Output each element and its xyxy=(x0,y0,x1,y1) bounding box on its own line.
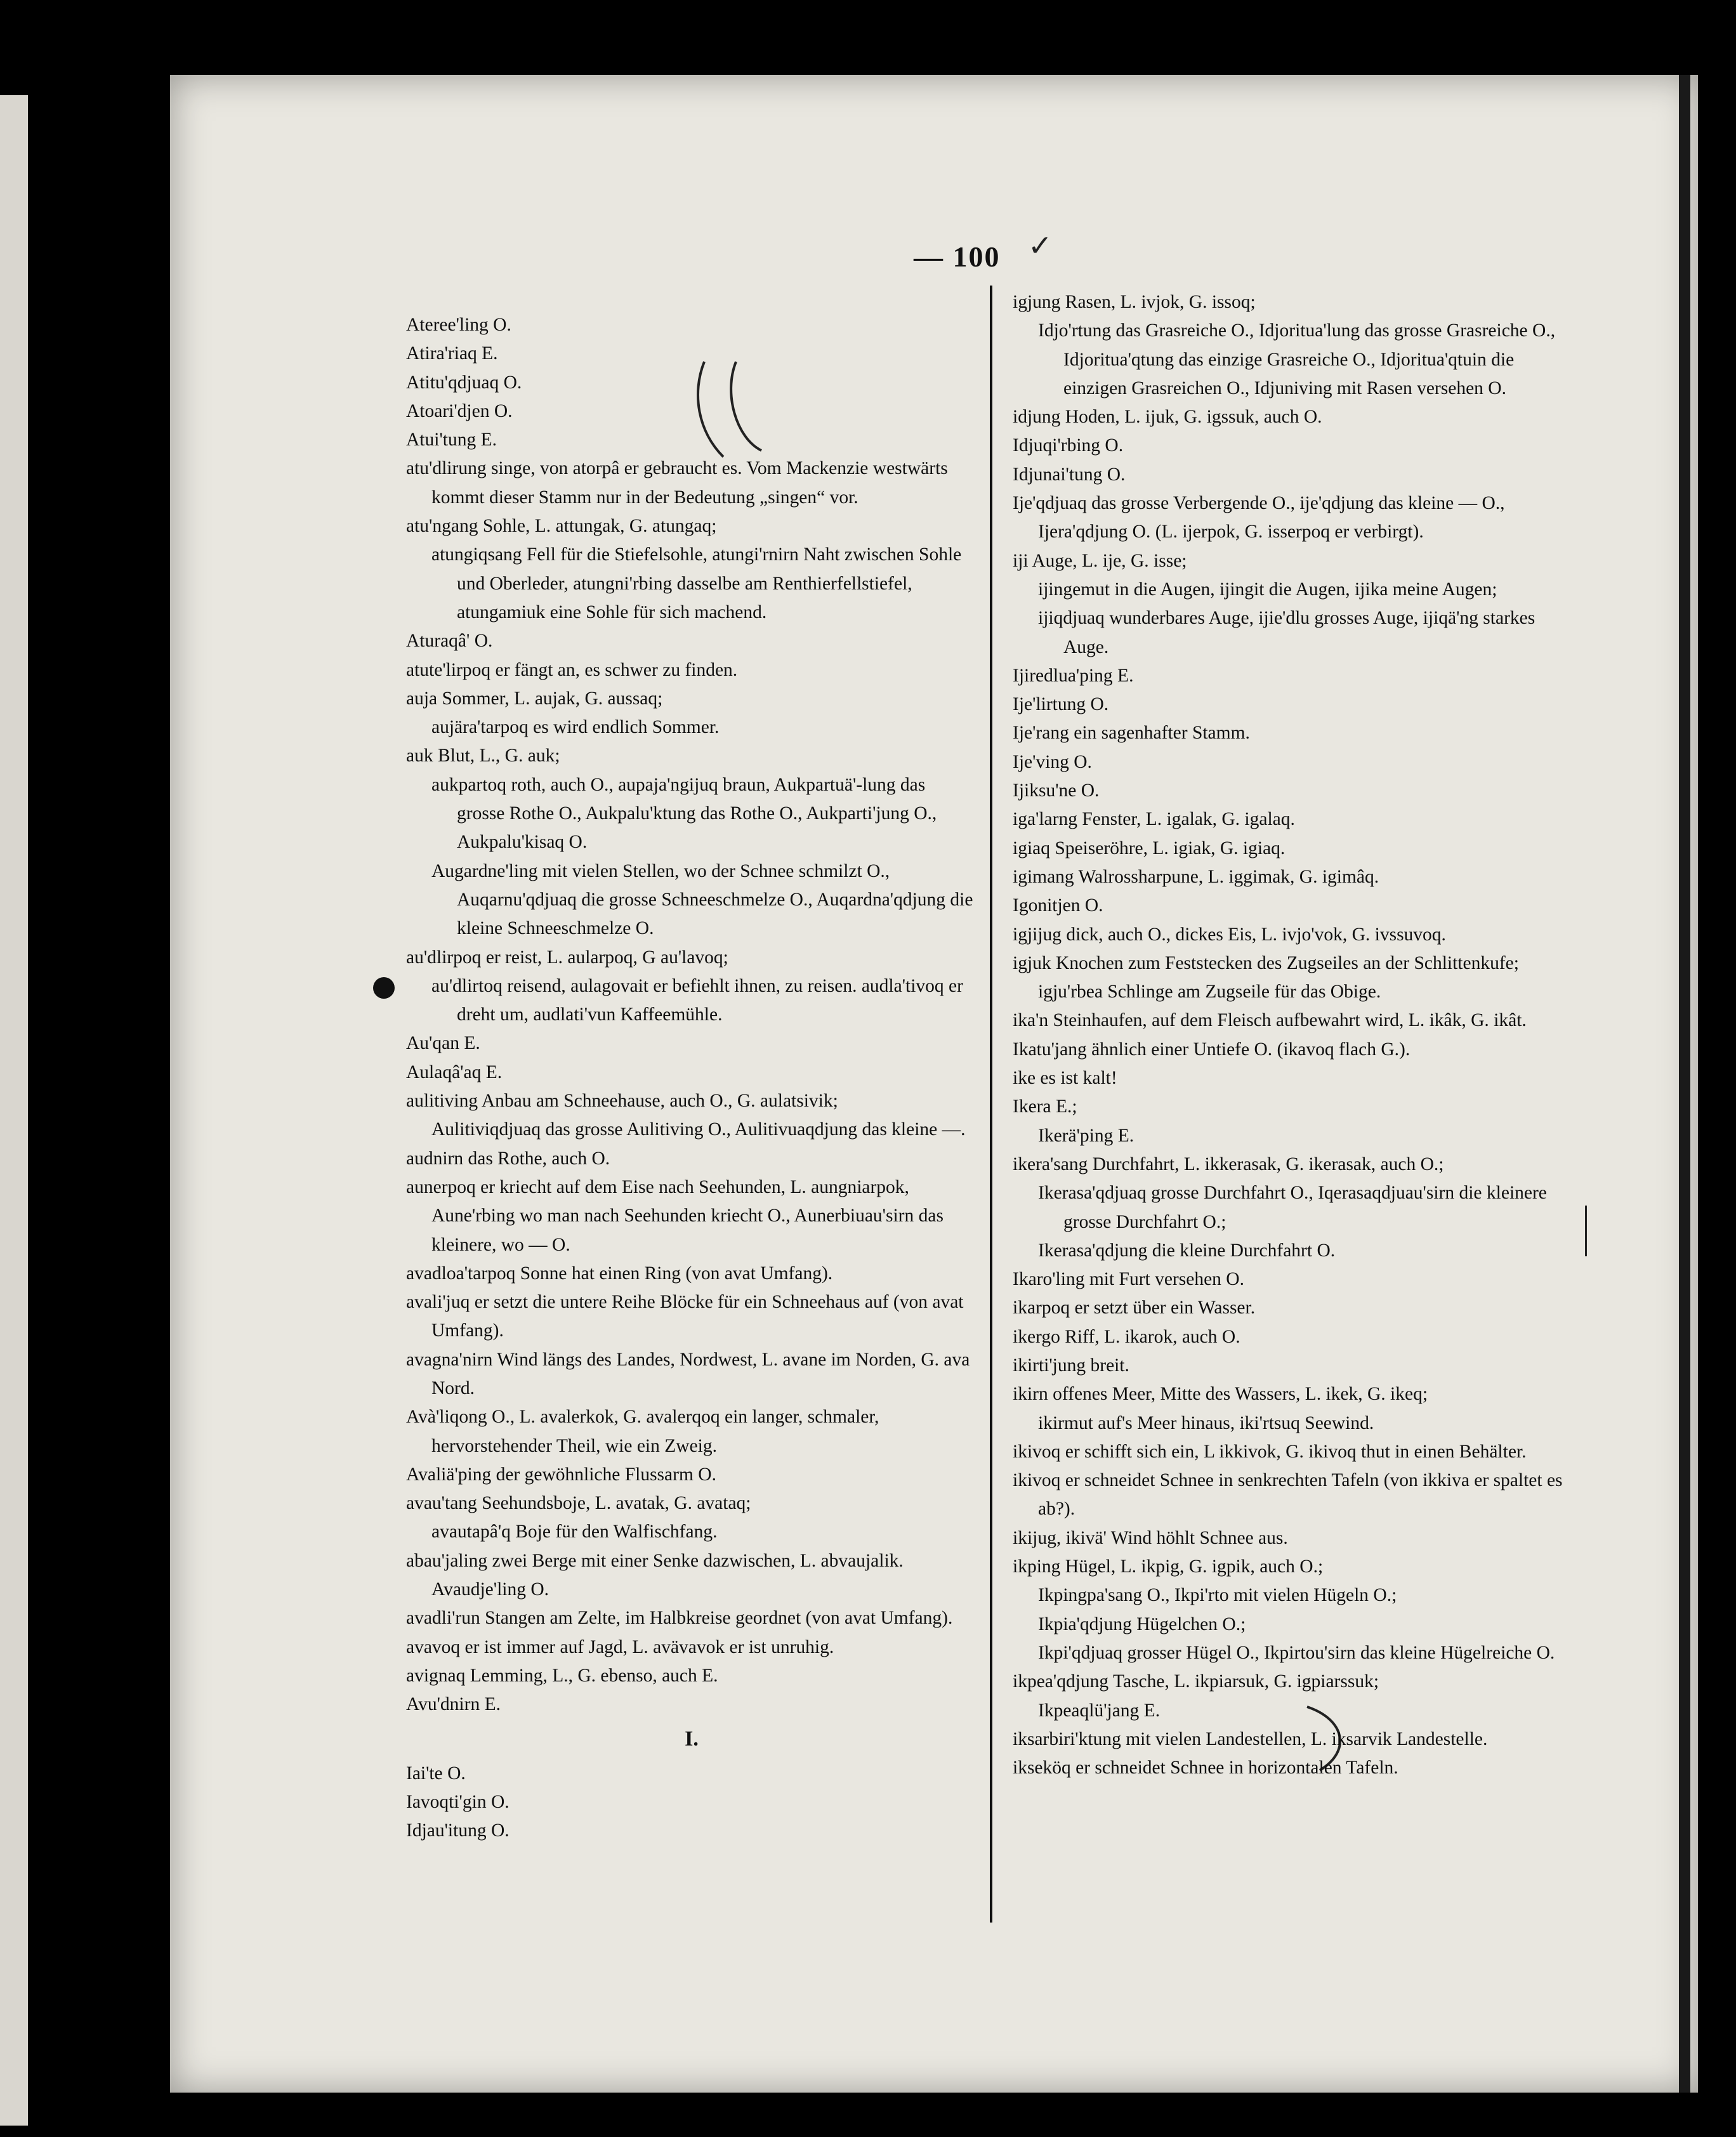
dictionary-entry: Ije'rang ein sagenhafter Stamm. xyxy=(1013,723,1250,744)
adjacent-page-strip xyxy=(0,95,28,2126)
dictionary-entry: Iavoqti'gin O. xyxy=(406,1792,510,1813)
dictionary-entry: Ikpingpa'sang O., Ikpi'rto mit vielen Hügeln O.; xyxy=(1038,1585,1397,1606)
dictionary-entry: iksarbiri'ktung mit vielen Landestellen, L. iksarvik Landestelle. xyxy=(1013,1728,1488,1749)
pencil-bracket xyxy=(1585,1206,1587,1256)
dictionary-entry: atu'dlirung singe, von atorpâ er gebraucht es. Vom Mackenzie westwärts kommt dieser Stamm nur in der Bedeutung „singen“ vor. xyxy=(406,458,948,508)
dictionary-entry: Ateree'ling O. xyxy=(406,315,511,335)
dictionary-entry: Ije'qdjuaq das grosse Verbergende O., ije'qdjung das kleine — O., Ijera'qdjung O. (L. ijerpok, G. isserpoq er verbirgt). xyxy=(1013,493,1505,542)
dictionary-entry: Atoari'djen O. xyxy=(406,400,513,421)
dictionary-entry: avignaq Lemming, L., G. ebenso, auch E. xyxy=(406,1665,718,1686)
dictionary-entry: Idjau'itung O. xyxy=(406,1820,510,1841)
dictionary-entry: au'dlirpoq er reist, L. aularpoq, G au'lavoq; xyxy=(406,947,728,968)
dictionary-entry: Aturaqâ' O. xyxy=(406,631,493,652)
check-mark: ✓ xyxy=(1028,228,1053,263)
dictionary-entry: Ikera E.; xyxy=(1013,1096,1077,1117)
dictionary-entry: Ijiksu'ne O. xyxy=(1013,780,1100,801)
dictionary-entry: Ikerä'ping E. xyxy=(1038,1125,1134,1146)
dictionary-entry: idjung Hoden, L. ijuk, G. igssuk, auch O. xyxy=(1013,407,1322,428)
dictionary-entry: ijiqdjuaq wunderbares Auge, ijie'dlu grosses Auge, ijiqä'ng starkes Auge. xyxy=(1038,608,1535,657)
dictionary-entry: avau'tang Seehundsboje, L. avatak, G. avataq; xyxy=(406,1493,751,1514)
dictionary-entry: Augardne'ling mit vielen Stellen, wo der Schnee schmilzt O., Auqarnu'qdjuaq die grosse Schneeschmelze O., Auqardna'qdjung die kleine Schneeschmelze O. xyxy=(431,860,973,939)
dictionary-entry: ikivoq er schifft sich ein, L ikkivok, G. ikivoq thut in einen Behälter. xyxy=(1013,1441,1527,1462)
dictionary-entry: igjuk Knochen zum Feststecken des Zugseiles an der Schlittenkufe; xyxy=(1013,952,1519,973)
dictionary-entry: avadli'run Stangen am Zelte, im Halbkreise geordnet (von avat Umfang). xyxy=(406,1608,953,1629)
dictionary-entry: ikirti'jung breit. xyxy=(1013,1355,1129,1376)
dictionary-entry: auk Blut, L., G. auk; xyxy=(406,746,560,766)
dictionary-entry: ika'n Steinhaufen, auf dem Fleisch aufbewahrt wird, L. ikâk, G. ikât. xyxy=(1013,1010,1527,1031)
column-divider xyxy=(990,286,992,1923)
dictionary-entry: auja Sommer, L. aujak, G. aussaq; xyxy=(406,688,663,709)
left-column xyxy=(406,311,977,1846)
dictionary-entry: Idjuqi'rbing O. xyxy=(1013,435,1124,456)
dictionary-entry: igimang Walrossharpune, L. iggimak, G. igimâq. xyxy=(1013,866,1379,887)
dictionary-entry: avavoq er ist immer auf Jagd, L. avävavok er ist unruhig. xyxy=(406,1636,834,1657)
dictionary-entry: ikping Hügel, L. ikpig, G. igpik, auch O.; xyxy=(1013,1556,1324,1577)
dictionary-entry: Idjunai'tung O. xyxy=(1013,464,1126,485)
dictionary-entry: ikpea'qdjung Tasche, L. ikpiarsuk, G. igpiarssuk; xyxy=(1013,1671,1379,1692)
dictionary-entry: Ije'lirtung O. xyxy=(1013,694,1109,715)
dictionary-entry: aunerpoq er kriecht auf dem Eise nach Seehunden, L. aungniarpok, Aune'rbing wo man nach Seehunden kriecht O., Aunerbiuau'sirn das kleinere, wo — O. xyxy=(406,1176,944,1255)
dictionary-entry: Atira'riaq E. xyxy=(406,343,498,364)
dictionary-entry: ikivoq er schneidet Schnee in senkrechten Tafeln (von ikkiva er spaltet es ab?). xyxy=(1013,1470,1563,1520)
dictionary-entry: igju'rbea Schlinge am Zugseile für das Obige. xyxy=(1038,982,1381,1003)
ink-blot xyxy=(373,977,395,999)
dictionary-entry: Aulitiviqdjuaq das grosse Aulitiving O., Aulitivuaqdjung das kleine —. xyxy=(431,1119,966,1140)
dictionary-entry: Avaudje'ling O. xyxy=(431,1579,549,1600)
dictionary-entry: avali'juq er setzt die untere Reihe Blöcke für ein Schneehaus auf (von avat Umfang). xyxy=(406,1292,964,1341)
dictionary-entry: Idjo'rtung das Grasreiche O., Idjoritua'lung das grosse Grasreiche O., Idjoritua'qtung das einzige Grasreiche O., Idjoritua'qtuin die einzigen Grasreichen O., Idjuniving mit Rasen versehen O. xyxy=(1038,320,1556,398)
dictionary-entry: aukpartoq roth, auch O., aupaja'ngijuq braun, Aukpartuä'-lung das grosse Rothe O., Aukpalu'ktung das Rothe O., Aukparti'jung O., Aukpalu'kisaq O. xyxy=(431,774,937,853)
dictionary-entry: ike es ist kalt! xyxy=(1013,1068,1117,1089)
page-number: — 100 xyxy=(914,240,1001,273)
dictionary-entry: audnirn das Rothe, auch O. xyxy=(406,1148,610,1169)
dictionary-entry: iga'larng Fenster, L. igalak, G. igalaq. xyxy=(1013,809,1295,830)
dictionary-entry: Ikpeaqlü'jang E. xyxy=(1038,1700,1161,1721)
dictionary-entry: Avu'dnirn E. xyxy=(406,1694,501,1715)
dictionary-entry: Ikpi'qdjuaq grosser Hügel O., Ikpirtou'sirn das kleine Hügelreiche O. xyxy=(1038,1642,1555,1663)
dictionary-entry: ikarpoq er setzt über ein Wasser. xyxy=(1013,1298,1256,1318)
dictionary-entry: atungiqsang Fell für die Stiefelsohle, atungi'rnirn Naht zwischen Sohle und Oberleder, atungni'rbing dasselbe am Renthierfellstiefel, atungamiuk eine Sohle für sich machend. xyxy=(431,544,962,622)
dictionary-entry: ikera'sang Durchfahrt, L. ikkerasak, G. ikerasak, auch O.; xyxy=(1013,1154,1444,1174)
dictionary-entry: Ikpia'qdjung Hügelchen O.; xyxy=(1038,1614,1246,1634)
dictionary-entry: avadloa'tarpoq Sonne hat einen Ring (von avat Umfang). xyxy=(406,1263,833,1284)
dictionary-entry: ijingemut in die Augen, ijingit die Augen, ijika meine Augen; xyxy=(1038,579,1497,600)
dictionary-entry: ikirmut auf's Meer hinaus, iki'rtsuq Seewind. xyxy=(1038,1412,1374,1433)
dictionary-entry: Au'qan E. xyxy=(406,1033,480,1054)
dictionary-entry: ikseköq er schneidet Schnee in horizontalen Tafeln. xyxy=(1013,1758,1398,1779)
dictionary-entry: Ikerasa'qdjung die kleine Durchfahrt O. xyxy=(1038,1240,1336,1261)
dictionary-entry: Avà'liqong O., L. avalerkok, G. avalerqoq ein langer, schmaler, hervorstehender Theil, wie ein Zweig. xyxy=(406,1407,879,1456)
dictionary-entry: avagna'nirn Wind längs des Landes, Nordwest, L. avane im Norden, G. ava Nord. xyxy=(406,1349,970,1398)
dictionary-entry: iji Auge, L. ije, G. isse; xyxy=(1013,550,1187,571)
dictionary-entry: Igonitjen O. xyxy=(1013,895,1103,916)
dictionary-entry: aujära'tarpoq es wird endlich Sommer. xyxy=(431,717,720,738)
dictionary-entry: atute'lirpoq er fängt an, es schwer zu finden. xyxy=(406,659,738,680)
right-column xyxy=(1013,288,1571,1782)
dictionary-entry: Atitu'qdjuaq O. xyxy=(406,372,522,393)
section-letter: I. xyxy=(685,1726,699,1751)
dictionary-entry: ikijug, ikivä' Wind höhlt Schnee aus. xyxy=(1013,1527,1288,1548)
dictionary-entry: ikergo Riff, L. ikarok, auch O. xyxy=(1013,1326,1240,1347)
dictionary-entry: Avaliä'ping der gewöhnliche Flussarm O. xyxy=(406,1464,716,1485)
dictionary-entry: avautapâ'q Boje für den Walfischfang. xyxy=(431,1522,718,1542)
dictionary-entry: igjijug dick, auch O., dickes Eis, L. ivjo'vok, G. ivssuvoq. xyxy=(1013,924,1446,945)
dictionary-entry: ikirn offenes Meer, Mitte des Wassers, L. ikek, G. ikeq; xyxy=(1013,1384,1428,1405)
dictionary-entry: Ikerasa'qdjuaq grosse Durchfahrt O., Iqerasaqdjuau'sirn die kleinere grosse Durchfahrt O.; xyxy=(1038,1183,1547,1232)
dictionary-entry: Ije'ving O. xyxy=(1013,751,1092,772)
dictionary-entry: Ijiredlua'ping E. xyxy=(1013,665,1134,686)
dictionary-entry: igiaq Speiseröhre, L. igiak, G. igiaq. xyxy=(1013,838,1286,858)
dictionary-entry: Aulaqâ'aq E. xyxy=(406,1062,503,1082)
dictionary-entry: Ikatu'jang ähnlich einer Untiefe O. (ikavoq flach G.). xyxy=(1013,1039,1410,1060)
dictionary-entry: Ikaro'ling mit Furt versehen O. xyxy=(1013,1269,1244,1290)
page-edge xyxy=(1679,75,1690,2093)
dictionary-entry: abau'jaling zwei Berge mit einer Senke dazwischen, L. abvaujalik. xyxy=(406,1550,904,1571)
dictionary-entry: Iai'te O. xyxy=(406,1763,466,1784)
dictionary-entry: igjung Rasen, L. ivjok, G. issoq; xyxy=(1013,292,1256,312)
dictionary-entry: aulitiving Anbau am Schneehause, auch O., G. aulatsivik; xyxy=(406,1091,838,1112)
dictionary-entry: Atui'tung E. xyxy=(406,430,497,450)
dictionary-entry: au'dlirtoq reisend, aulagovait er befiehlt ihnen, zu reisen. audla'tivoq er dreht um, audlati'vun Kaffeemühle. xyxy=(431,975,963,1025)
dictionary-entry: atu'ngang Sohle, L. attungak, G. atungaq; xyxy=(406,516,717,537)
